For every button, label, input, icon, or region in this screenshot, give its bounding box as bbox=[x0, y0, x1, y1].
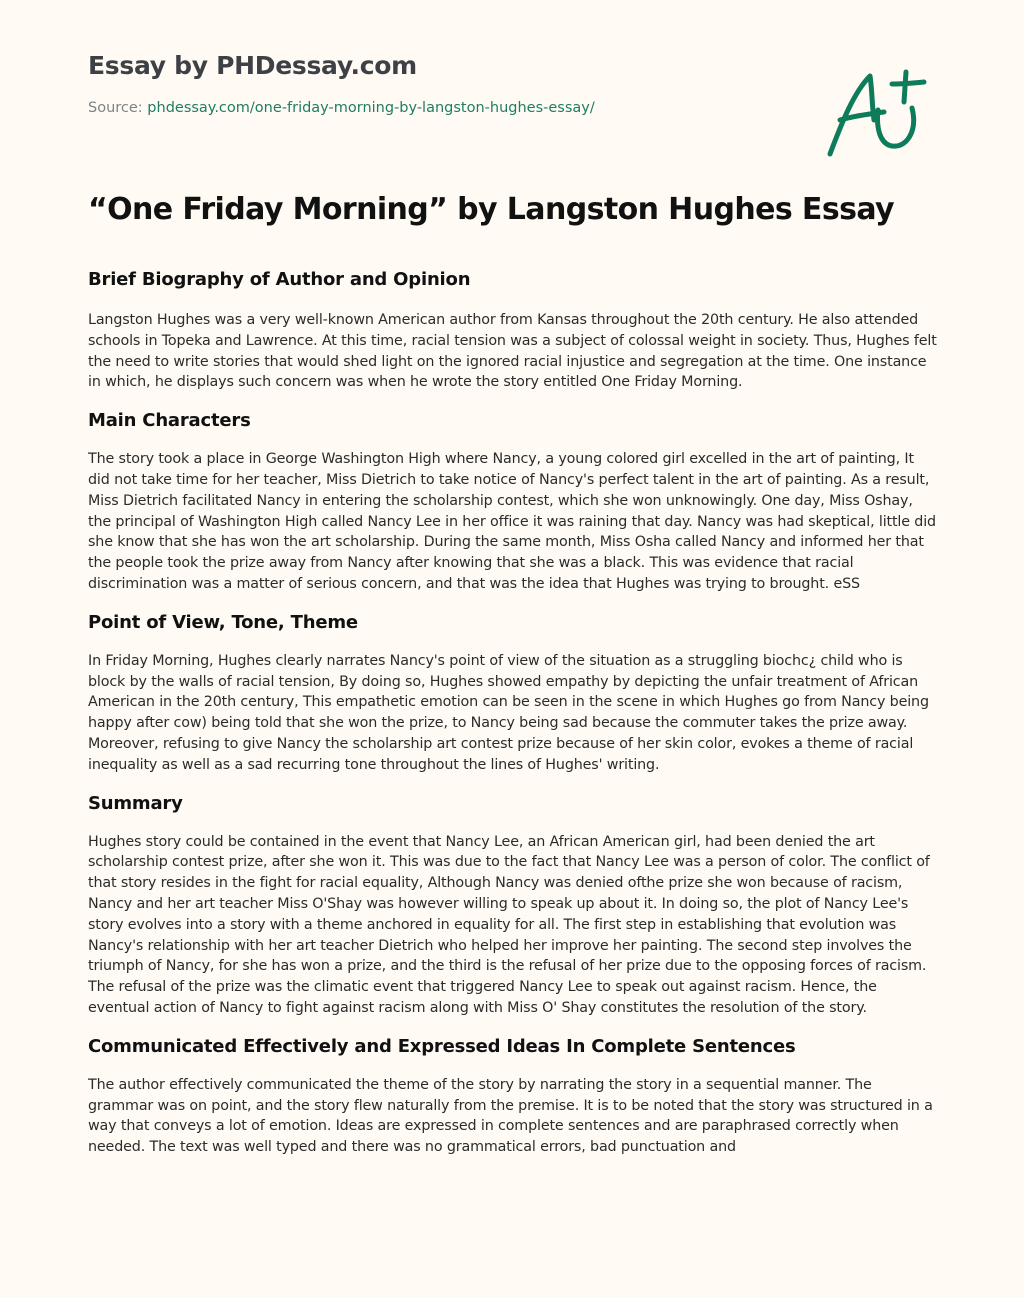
source-label: Source: bbox=[88, 100, 143, 116]
section-body: In Friday Morning, Hughes clearly narrates Nancy's point of view of the situation as a struggling biochc¿ child who is block by the walls of racial tension, By doing so, Hughes showed empathy by depicting the unfair treatment of African American in the 20th century, This empathetic emotion can be seen in the scene in which Hughes go from Nancy being happy after cow) being told that she won the prize, to Nancy being sad because the commuter takes the prize away. Moreover, refusing to give Nancy the scholarship art contest prize because of her skin color, evokes a theme of racial inequality as well as a sad recurring tone throughout the lines of Hughes' writing. bbox=[88, 652, 929, 773]
section-body: Langston Hughes was a very well-known American author from Kansas throughout the 20th century. He also attended schools in Topeka and Lawrence. At this time, racial tension was a subject of colossal weight in society. Thus, Hughes felt the need to write stories that would shed light on the ignored racial injustice and segregation at the time. One instance in which, he displays such concern was when he wrote the story entitled One Friday Morning. bbox=[88, 312, 937, 391]
section-body: The author effectively communicated the theme of the story by narrating the story in a sequential manner. The grammar was on point, and the story flew naturally from the premise. It is to be noted that the story was structured in a way that conveys a lot of emotion. Ideas are expressed in complete sentences and are paraphrased correctly when needed. The text was well typed and there was no grammatical errors, bad punctuation and bbox=[88, 1076, 933, 1156]
section-biography bbox=[88, 266, 938, 393]
section-heading: Main Characters bbox=[88, 410, 251, 432]
source-link[interactable]: phdessay.com/one-friday-morning-by-langston-hughes-essay/ bbox=[147, 100, 595, 116]
section-communication bbox=[88, 1033, 938, 1158]
section-heading: Brief Biography of Author and Opinion bbox=[88, 269, 471, 290]
essay-content bbox=[88, 266, 938, 1240]
section-point-of-view bbox=[88, 609, 938, 776]
section-body: Hughes story could be contained in the event that Nancy Lee, an African American girl, had been denied the art scholarship contest prize, after she won it. This was due to the fact that Nancy Lee was a person of color. The conflict of that story resides in the fight for racial equality, Although Nancy was denied ofthe prize she won because of racism, Nancy and her art teacher Miss O'Shay was however willing to speak up about it. In doing so, the plot of Nancy Lee's story evolves into a story with a theme anchored in equality for all. The first step in establishing that evolution was Nancy's relationship with her art teacher Dietrich who helped her improve her painting. The second step involves the triumph of Nancy, for she has won a prize, and the third is the refusal of her prize due to the opposing forces of racism. The refusal of the prize was the climatic event that triggered Nancy Lee to speak out against racism. Hence, the eventual action of Nancy to fight against racism along with Miss O' Shay constitutes the resolution of the story. bbox=[88, 833, 930, 1016]
site-header bbox=[88, 48, 788, 118]
section-heading: Point of View, Tone, Theme bbox=[88, 611, 358, 633]
a-plus-grade-icon bbox=[822, 62, 932, 162]
section-main-characters bbox=[88, 407, 938, 595]
essay-title: “One Friday Morning” by Langston Hughes Essay bbox=[88, 192, 895, 227]
section-summary bbox=[88, 790, 938, 1019]
section-heading: Summary bbox=[88, 792, 183, 814]
site-title: Essay by PHDessay.com bbox=[88, 51, 417, 80]
section-body: The story took a place in George Washington High where Nancy, a young colored girl excelled in the art of painting, It did not take time for her teacher, Miss Dietrich to take notice of Nancy's perfect talent in the art of painting. As a result, Miss Dietrich facilitated Nancy in entering the scholarship contest, which she won unknowingly. One day, Miss Oshay, the principal of Washington High called Nancy Lee in her office it was raining that day. Nancy was had skeptical, little did she know that she has won the art scholarship. During the same month, Miss Osha called Nancy and informed her that the people took the prize away from Nancy after knowing that she was a black. This was evidence that racial discrimination was a matter of serious concern, and that was the idea that Hughes was trying to brought. eSS bbox=[88, 451, 936, 592]
section-heading: Communicated Effectively and Expressed Ideas In Complete Sentences bbox=[88, 1035, 796, 1057]
source-line bbox=[88, 98, 788, 118]
